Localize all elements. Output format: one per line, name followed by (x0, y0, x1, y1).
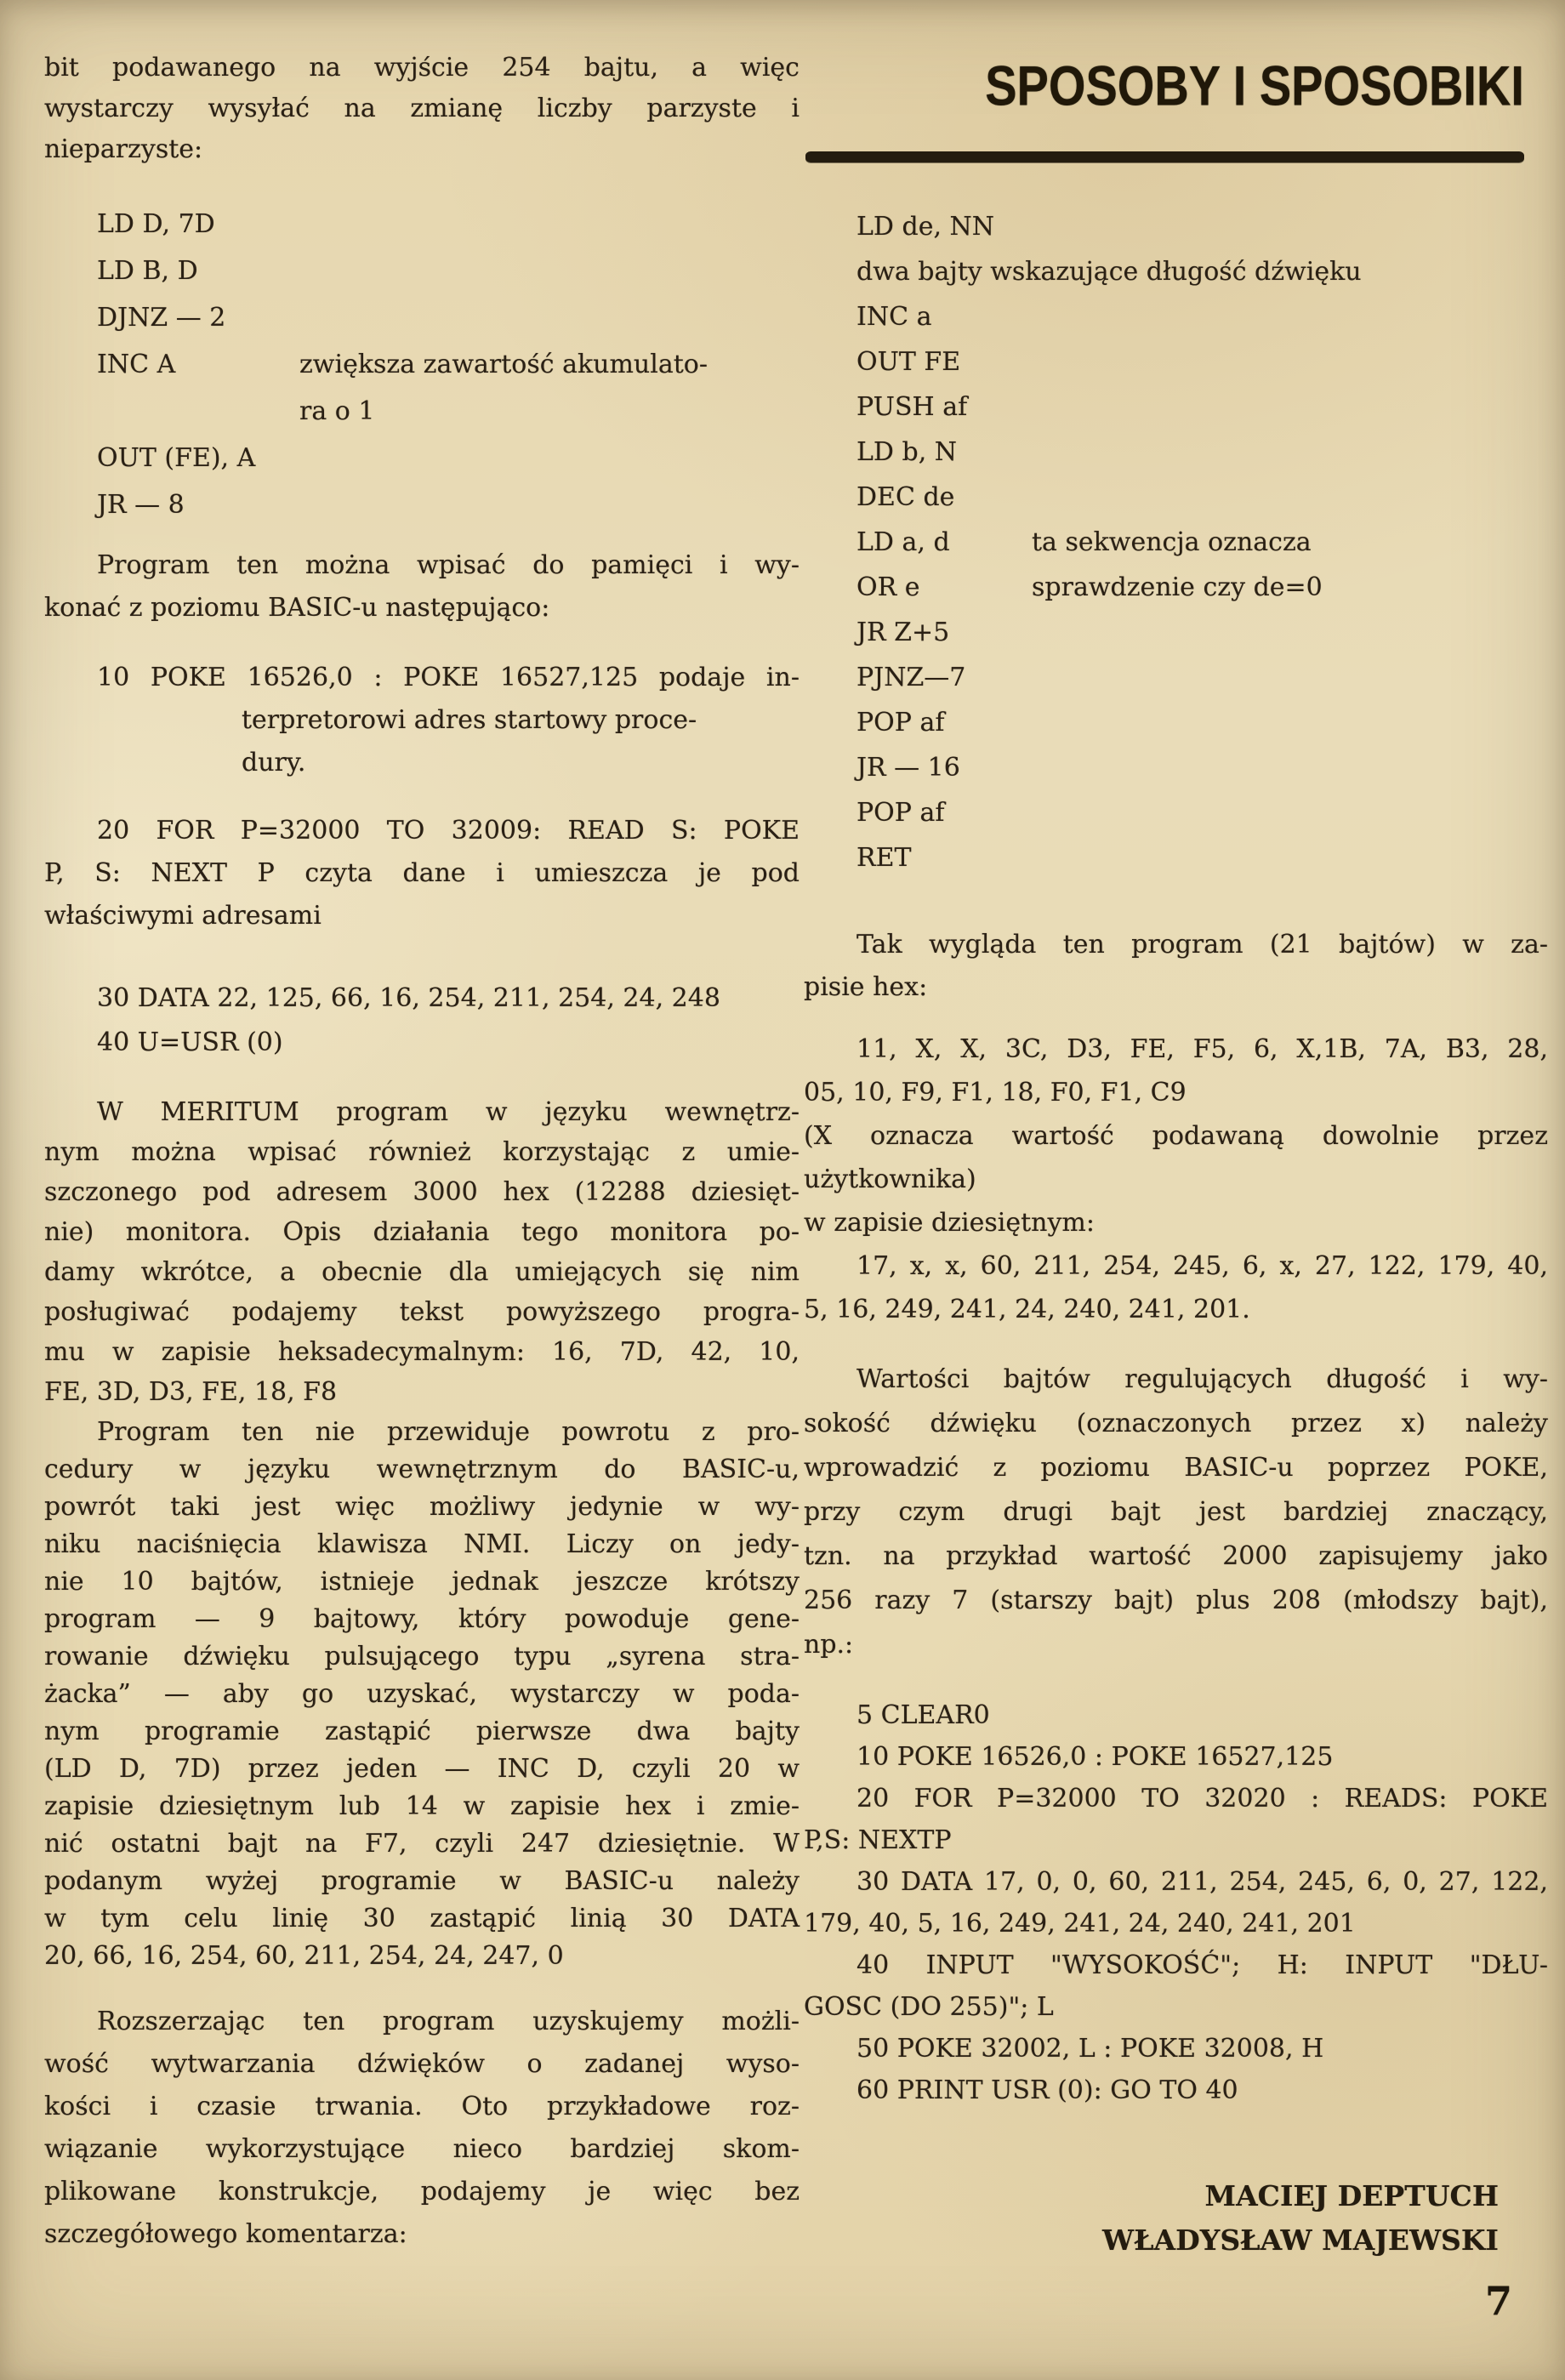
instruction-text: POP af (856, 708, 945, 737)
text-line: wystarczy wysyłać na zmianę liczby parzyste i (44, 94, 800, 123)
instruction-text: JR — 16 (856, 753, 960, 783)
inline-comment: ra o 1 (299, 396, 375, 426)
left-column (44, 0, 800, 2380)
text-line: 5, 16, 249, 241, 24, 240, 241, 201. (804, 1295, 1250, 1324)
text-line: dwa bajty wskazujące długość dźwięku (856, 257, 1362, 287)
text-line: W MERITUM program w języku wewnętrz- (97, 1097, 800, 1127)
basic-intro-paragraph (44, 544, 800, 629)
text-line: wość wytwarzania dźwięków o zadanej wyso- (44, 2049, 800, 2079)
text-line: Wartości bajtów regulujących długość i wy- (856, 1364, 1548, 1394)
inline-comment: ta sekwencja oznacza (1032, 527, 1312, 557)
text-line: 20, 66, 16, 254, 60, 211, 254, 24, 247, 0 (44, 1941, 564, 1971)
instruction-text: LD D, 7D (97, 209, 215, 239)
text-line: 60 PRINT USR (0): GO TO 40 (856, 2075, 1238, 2105)
section-rule-divider (805, 151, 1524, 162)
code-line (804, 294, 1548, 339)
text-line: w zapisie dziesiętnym: (804, 1208, 1095, 1238)
intro-paragraph (44, 48, 800, 170)
text-line: 50 POKE 32002, L : POKE 32008, H (856, 2034, 1324, 2064)
text-line: 256 razy 7 (starszy bajt) plus 208 (młodszy bajt), (804, 1586, 1548, 1615)
page-number: 7 (1484, 2278, 1512, 2324)
text-line: bit podawanego na wyjście 254 bajtu, a więc (44, 53, 800, 83)
text-line: 10 POKE 16526,0 : POKE 16527,125 (856, 1742, 1334, 1772)
text-line: 40 INPUT "WYSOKOŚĆ"; H: INPUT "DŁU- (856, 1950, 1548, 1980)
instruction-text: JR — 8 (97, 490, 185, 520)
text-line: 5 CLEAR0 (856, 1700, 990, 1730)
code-line (804, 835, 1548, 880)
text-line: P, S: NEXT P czyta dane i umieszcza je pod (44, 858, 800, 888)
text-line: nym można wpisać również korzystając z umie- (44, 1137, 800, 1167)
text-line: P,S: NEXTP (804, 1825, 952, 1855)
text-line: 11, X, X, 3C, D3, FE, F5, 6, X,1B, 7A, B3, 28, (856, 1034, 1548, 1064)
text-line: Rozszerzając ten program uzyskujemy możli- (97, 2007, 800, 2036)
hex-bytes-listing (804, 1028, 1548, 1331)
text-line: nie) monitora. Opis działania tego monitora po- (44, 1217, 800, 1247)
text-line: 30 DATA 17, 0, 0, 60, 211, 254, 245, 6, 0, 27, 122, (856, 1867, 1548, 1897)
text-line: nić ostatni bajt na F7, czyli 247 dziesiętnie. W (44, 1829, 800, 1859)
text-line: przy czym drugi bajt jest bardziej znaczący, (804, 1497, 1548, 1527)
text-line: FE, 3D, D3, FE, 18, F8 (44, 1377, 338, 1407)
author-name: MACIEJ DEPTUCH (1204, 2179, 1499, 2212)
text-line: plikowane konstrukcje, podajemy je więc bez (44, 2177, 800, 2206)
text-line: niku naciśnięcia klawisza NMI. Liczy on jedy- (44, 1529, 800, 1559)
text-line: posługiwać podajemy tekst powyższego progra- (44, 1297, 800, 1327)
code-line (44, 435, 800, 481)
code-line (804, 384, 1548, 430)
basic-line20-block (44, 810, 800, 937)
code-line (804, 655, 1548, 700)
instruction-text: DJNZ — 2 (97, 303, 226, 333)
code-line (804, 430, 1548, 475)
text-line: (LD D, 7D) przez jeden — INC D, czyli 20 w (44, 1754, 800, 1784)
instruction-text: INC a (856, 302, 932, 332)
text-line: 20 FOR P=32000 TO 32009: READ S: POKE (97, 816, 800, 846)
text-line: terpretorowi adres startowy proce- (242, 705, 697, 735)
text-line: powrót taki jest więc możliwy jedynie w wy- (44, 1492, 800, 1522)
text-line: np.: (804, 1630, 854, 1660)
instruction-text: OUT FE (856, 347, 961, 377)
text-line: użytkownika) (804, 1164, 976, 1194)
code-line (804, 700, 1548, 745)
text-line: w tym celu linię 30 zastąpić linią 30 DATA (44, 1904, 800, 1933)
text-line: nym programie zastąpić pierwsze dwa bajty (44, 1717, 800, 1746)
text-line: Tak wygląda ten program (21 bajtów) w za- (856, 930, 1548, 959)
text-line: 40 U=USR (0) (97, 1028, 283, 1057)
author-credits (804, 2174, 1499, 2263)
inline-comment: sprawdzenie czy de=0 (1032, 572, 1323, 602)
section-title: SPOSOBY I SPOSOBIKI (985, 54, 1524, 117)
text-line: cedury w języku wewnętrznym do BASIC-u, (44, 1455, 800, 1484)
text-line: 10 POKE 16526,0 : POKE 16527,125 podaje in- (97, 663, 800, 692)
instruction-text: RET (856, 843, 912, 873)
code-line (804, 565, 1548, 610)
text-line: szczonego pod adresem 3000 hex (12288 dziesięt- (44, 1177, 800, 1207)
text-line: mu w zapisie heksadecymalnym: 16, 7D, 42, 10, (44, 1337, 800, 1367)
text-line: nieparzyste: (44, 134, 203, 164)
text-line: żacka” — aby go uzyskać, wystarczy w poda- (44, 1679, 800, 1709)
extension-paragraph (44, 2001, 800, 2256)
instruction-text: OUT (FE), A (97, 443, 256, 473)
poke-explanation-paragraph (804, 1358, 1548, 1667)
code-line (44, 481, 800, 528)
text-line: konać z poziomu BASIC-u następująco: (44, 593, 550, 623)
inline-comment: zwiększa zawartość akumulato- (299, 350, 708, 379)
code-line (804, 610, 1548, 655)
basic-line10-block (44, 657, 800, 784)
text-line: wiązanie wykorzystujące nieco bardziej skom- (44, 2134, 800, 2164)
assembly-listing-right (804, 204, 1548, 880)
instruction-text: LD b, N (856, 437, 958, 467)
instruction-text: PUSH af (856, 392, 968, 422)
text-line: pisie hex: (804, 972, 928, 1002)
nmi-return-paragraph (44, 1414, 800, 1975)
instruction-text: INC A (97, 350, 176, 379)
author-name: WŁADYSŁAW MAJEWSKI (1102, 2223, 1499, 2257)
text-line: dury. (242, 748, 306, 777)
code-line (804, 520, 1548, 565)
code-line (44, 388, 800, 435)
text-line: sokość dźwięku (oznaczonych przez x) należy (804, 1409, 1548, 1438)
text-line: zapisie dziesiętnym lub 14 w zapisie hex i zmie- (44, 1791, 800, 1821)
basic-program-listing (804, 1694, 1548, 2111)
instruction-text: JR Z+5 (856, 618, 950, 647)
text-line: Program ten nie przewiduje powrotu z pro- (97, 1417, 800, 1447)
right-column (804, 0, 1548, 2380)
code-line (804, 790, 1548, 835)
text-line: podanym wyżej programie w BASIC-u należy (44, 1866, 800, 1896)
text-line: rowanie dźwięku pulsującego typu „syrena stra- (44, 1642, 800, 1671)
text-line: wprowadzić z poziomu BASIC-u poprzez POKE, (804, 1453, 1548, 1483)
instruction-text: PJNZ—7 (856, 663, 966, 692)
instruction-text: POP af (856, 798, 945, 828)
instruction-text: LD de, NN (856, 212, 995, 242)
text-line: 30 DATA 22, 125, 66, 16, 254, 211, 254, 24, 248 (97, 983, 720, 1013)
text-line: kości i czasie trwania. Oto przykładowe roz- (44, 2092, 800, 2121)
text-line: (X oznacza wartość podawaną dowolnie przez (804, 1121, 1548, 1151)
hex-intro-paragraph (804, 924, 1548, 1009)
text-line: 20 FOR P=32000 TO 32020 : READS: POKE (856, 1784, 1548, 1813)
instruction-text: OR e (856, 572, 920, 602)
code-line (804, 475, 1548, 520)
text-line: 05, 10, F9, F1, 18, F0, F1, C9 (804, 1078, 1187, 1107)
text-line: damy wkrótce, a obecnie dla umiejących się nim (44, 1257, 800, 1287)
text-line: 17, x, x, 60, 211, 254, 245, 6, x, 27, 122, 179, 40, (856, 1251, 1548, 1281)
text-line: program — 9 bajtowy, który powoduje gene- (44, 1604, 800, 1634)
text-line: nie 10 bajtów, istnieje jednak jeszcze krótszy (44, 1567, 800, 1597)
code-line (804, 745, 1548, 790)
text-line: Program ten można wpisać do pamięci i wy- (97, 550, 800, 580)
instruction-text: LD a, d (856, 527, 950, 557)
code-line (44, 341, 800, 388)
code-line (44, 294, 800, 341)
instruction-text: LD B, D (97, 256, 198, 286)
text-line: tzn. na przykład wartość 2000 zapisujemy jako (804, 1541, 1548, 1571)
text-line: szczegółowego komentarza: (44, 2219, 407, 2249)
text-line: GOSC (DO 255)"; L (804, 1992, 1054, 2022)
instruction-text (97, 396, 105, 426)
instruction-text: DEC de (856, 482, 955, 512)
code-line (804, 204, 1548, 249)
text-line: właściwymi adresami (44, 901, 322, 931)
assembly-listing-left (44, 201, 800, 528)
code-line (44, 248, 800, 294)
basic-line30-40-block (44, 976, 800, 1065)
meritum-paragraph (44, 1092, 800, 1412)
code-line (804, 339, 1548, 384)
code-line (44, 201, 800, 248)
text-line: 179, 40, 5, 16, 249, 241, 24, 240, 241, 201 (804, 1909, 1356, 1939)
